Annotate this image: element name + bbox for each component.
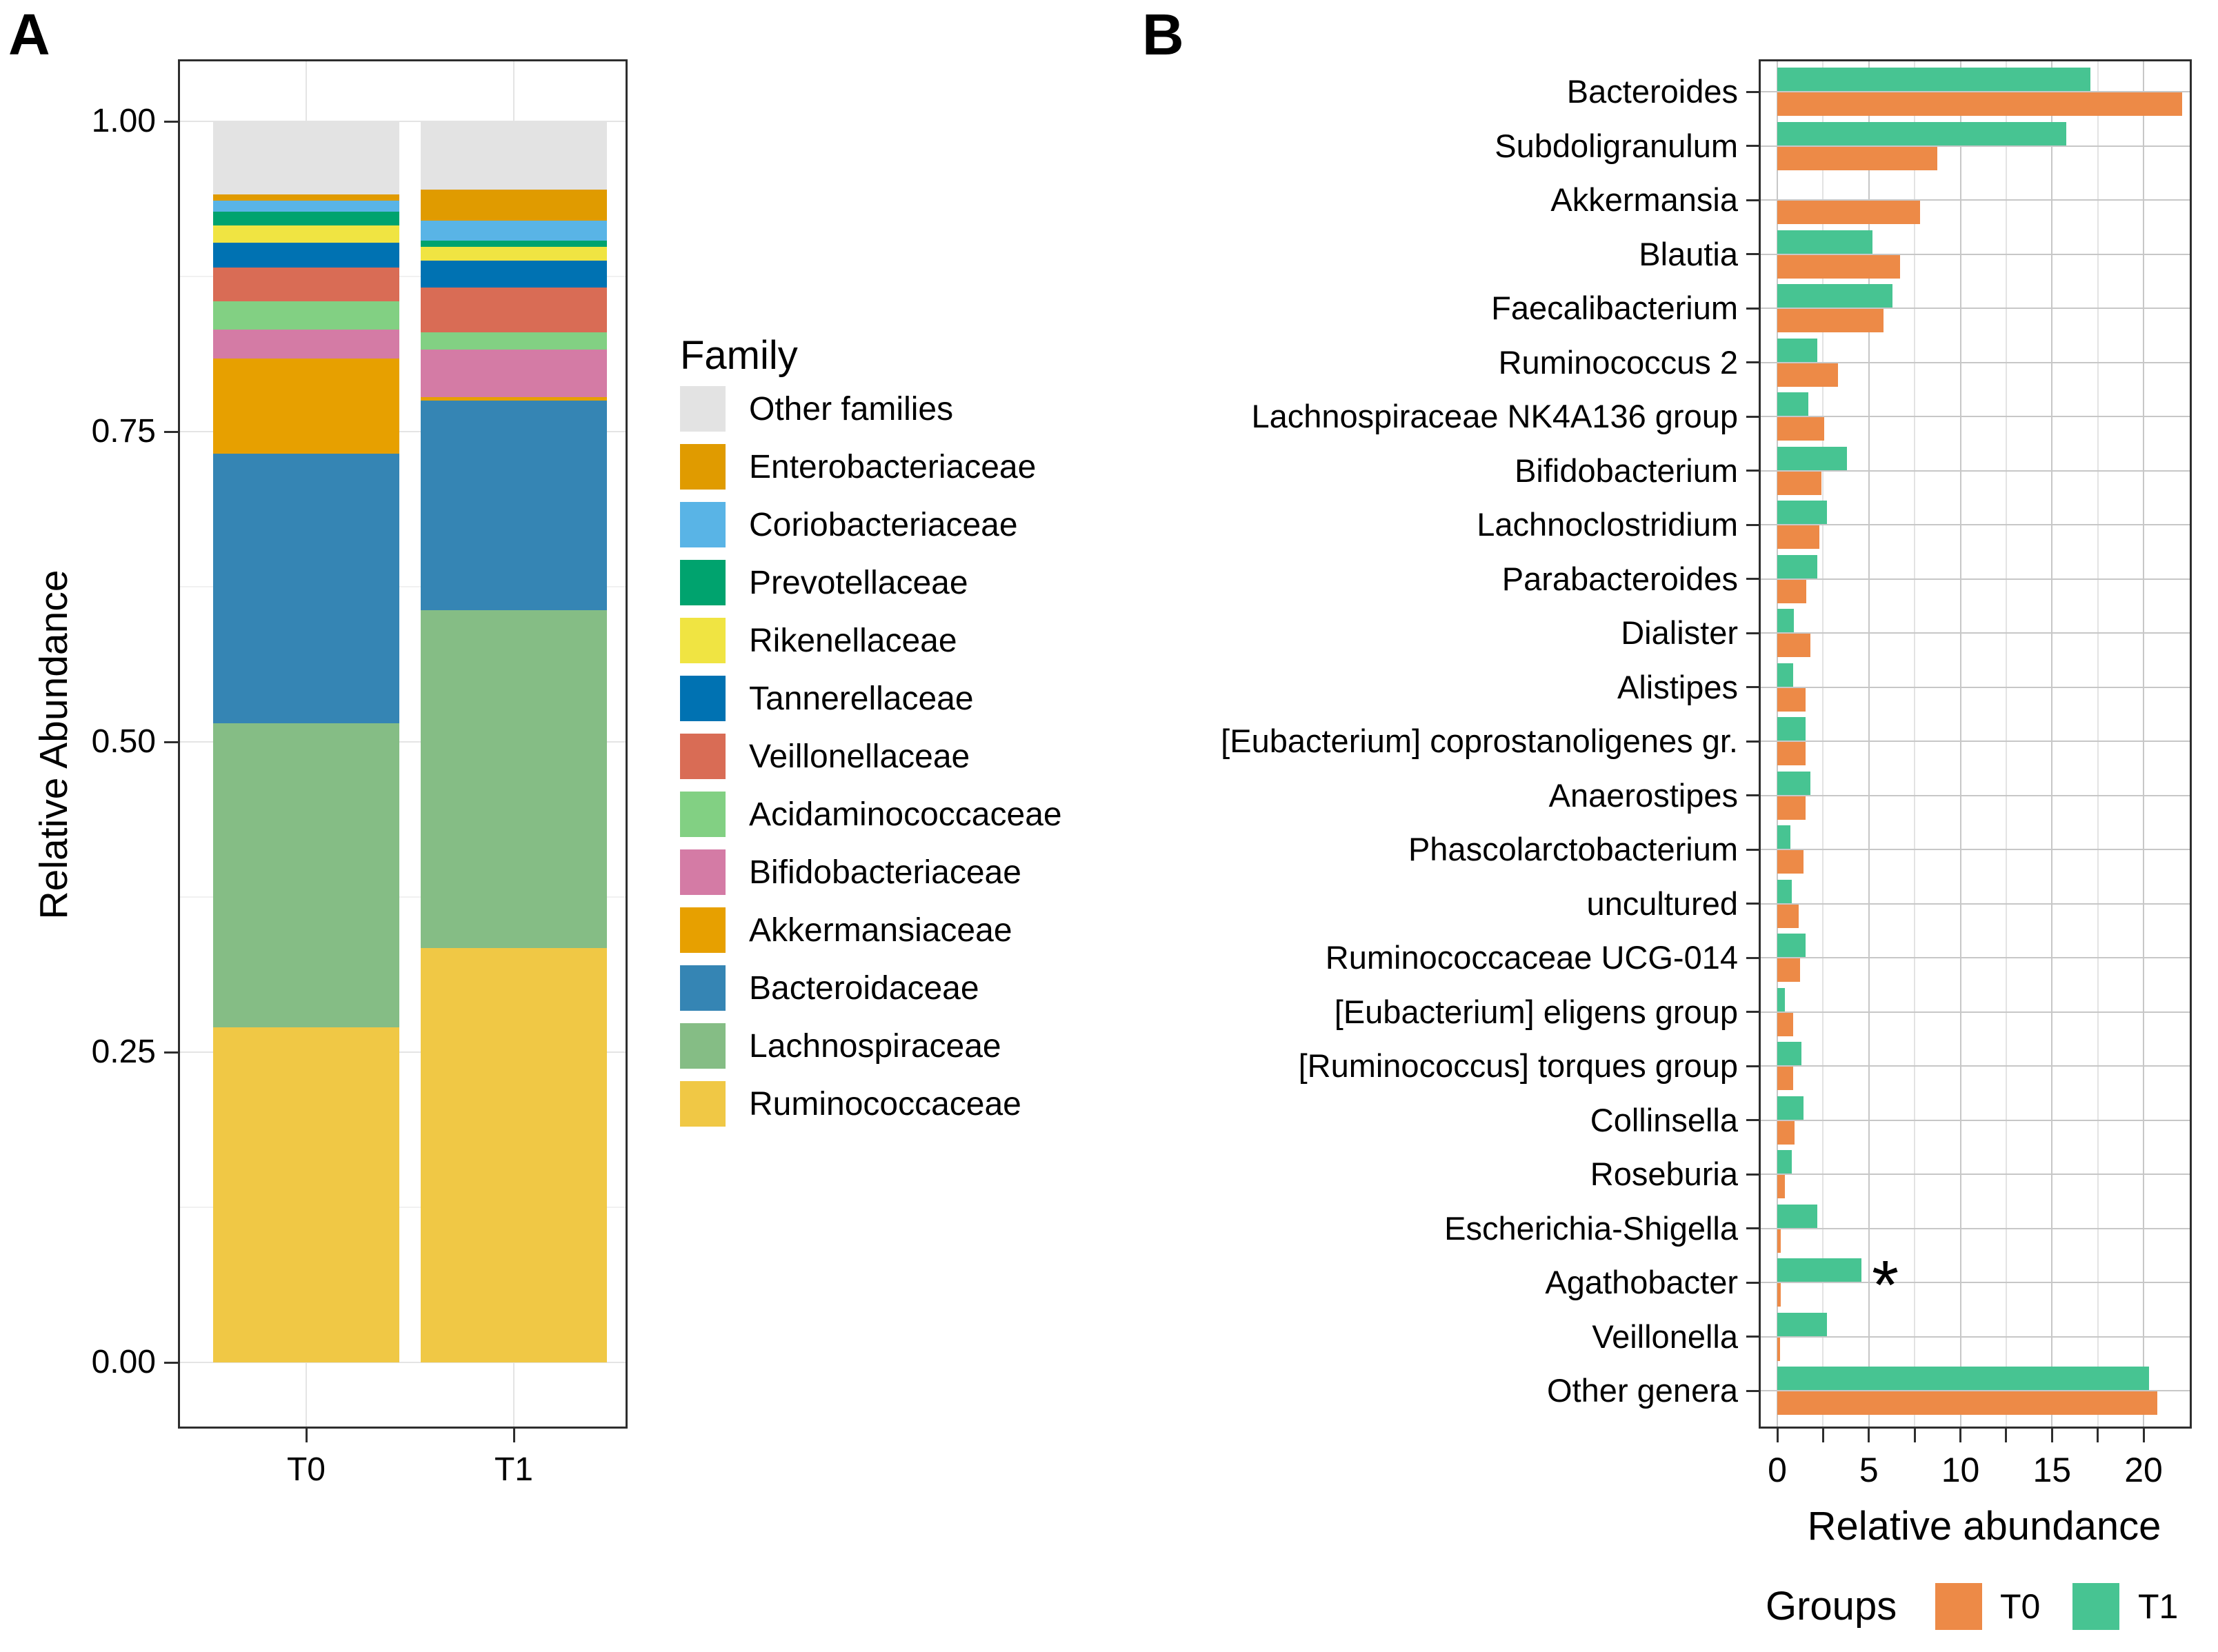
groups-legend-title: Groups xyxy=(1766,1584,1897,1629)
gridline-category-alistipes xyxy=(1761,687,2190,688)
family-label-lachnospiraceae: Lachnospiraceae xyxy=(749,1027,1001,1065)
bar-anaerostipes-t0 xyxy=(1777,796,1806,820)
bar-bifidobacterium-t1 xyxy=(1777,447,1847,470)
x-tick-mark-b-12.5 xyxy=(2005,1429,2007,1442)
bar-faecalibacterium-t1 xyxy=(1777,284,1892,308)
category-label-anaerostipes: Anaerostipes xyxy=(1548,776,1738,814)
gridline-category-dialister xyxy=(1761,632,2190,634)
category-label-eubacterium-coprostanoligenes-gr: [Eubacterium] coprostanoligenes gr. xyxy=(1221,723,1738,759)
category-tick-mark-phascolarctobacterium xyxy=(1746,849,1759,851)
gridline-major-x-15 xyxy=(2051,61,2052,1427)
category-label-faecalibacterium: Faecalibacterium xyxy=(1491,290,1738,326)
bar-bacteroides-t0 xyxy=(1777,92,2182,116)
x-tick-mark-b-15 xyxy=(2051,1429,2053,1442)
bar-segment-t1-prevotellaceae xyxy=(421,241,607,247)
bar-bifidobacterium-t0 xyxy=(1777,472,1821,495)
bar-ruminococcus-2-t0 xyxy=(1777,363,1838,387)
groups-label-t1: T1 xyxy=(2138,1587,2179,1626)
groups-swatch-t0 xyxy=(1935,1583,1982,1630)
bar-segment-t1-lachnospiraceae xyxy=(421,610,607,948)
bar-phascolarctobacterium-t0 xyxy=(1777,850,1804,874)
category-label-parabacteroides: Parabacteroides xyxy=(1501,560,1738,597)
gridline-category-parabacteroides xyxy=(1761,578,2190,580)
x-tick-mark-t1 xyxy=(513,1429,515,1442)
bar-segment-t1-akkermansiaceae xyxy=(421,397,607,401)
x-tick-label-b-10: 10 xyxy=(1941,1451,1980,1489)
bar-akkermansia-t0 xyxy=(1777,201,1920,224)
family-label-acidaminococcaceae: Acidaminococcaceae xyxy=(749,796,1062,833)
category-tick-mark-bacteroides xyxy=(1746,91,1759,93)
category-label-escherichia-shigella: Escherichia-Shigella xyxy=(1444,1209,1738,1247)
category-tick-mark-ruminococcaceae-ucg-014 xyxy=(1746,957,1759,959)
bar-agathobacter-t0 xyxy=(1777,1283,1781,1307)
family-label-veillonellaceae: Veillonellaceae xyxy=(749,738,970,775)
bar-segment-t1-other-families xyxy=(421,121,607,190)
gridline-category-escherichia-shigella xyxy=(1761,1228,2190,1229)
family-swatch-acidaminococcaceae xyxy=(680,792,726,837)
bar-alistipes-t0 xyxy=(1777,688,1806,712)
bar-segment-t1-bacteroidaceae xyxy=(421,401,607,610)
bar-collinsella-t1 xyxy=(1777,1096,1804,1120)
category-label-ruminococcus-2: Ruminococcus 2 xyxy=(1498,343,1738,381)
x-tick-label-t0: T0 xyxy=(286,1451,326,1488)
y-tick-label-0.50: 0.50 xyxy=(91,723,156,760)
bar-other-genera-t1 xyxy=(1777,1367,2149,1390)
family-swatch-rikenellaceae xyxy=(680,618,726,663)
family-label-prevotellaceae: Prevotellaceae xyxy=(749,564,968,601)
y-tick-mark-0.25 xyxy=(164,1051,178,1054)
category-tick-mark-uncultured xyxy=(1746,903,1759,905)
category-label-bifidobacterium: Bifidobacterium xyxy=(1515,452,1738,489)
bar-phascolarctobacterium-t1 xyxy=(1777,825,1790,849)
bar-dialister-t1 xyxy=(1777,609,1794,632)
panel-a-y-axis-title: Relative Abundance xyxy=(32,570,76,920)
family-swatch-ruminococcaceae xyxy=(680,1081,726,1127)
bar-roseburia-t1 xyxy=(1777,1150,1792,1173)
bar-segment-t0-ruminococcaceae xyxy=(213,1027,399,1362)
bar-eubacterium-coprostanoligenes-gr-t0 xyxy=(1777,742,1806,765)
bar-ruminococcaceae-ucg-014-t0 xyxy=(1777,958,1800,982)
gridline-category-lachnospiraceae-nk4a136-group xyxy=(1761,416,2190,417)
gridline-category-eubacterium-coprostanoligenes-gr xyxy=(1761,741,2190,742)
x-tick-label-t1: T1 xyxy=(494,1451,533,1488)
bar-alistipes-t1 xyxy=(1777,663,1793,687)
category-tick-mark-parabacteroides xyxy=(1746,578,1759,580)
x-tick-label-b-20: 20 xyxy=(2124,1451,2163,1489)
x-tick-mark-b-17.5 xyxy=(2097,1429,2099,1442)
gridline-category-collinsella xyxy=(1761,1120,2190,1121)
bar-parabacteroides-t0 xyxy=(1777,580,1806,603)
bar-segment-t0-coriobacteriaceae xyxy=(213,201,399,212)
category-tick-mark-blautia xyxy=(1746,253,1759,255)
bar-segment-t0-bacteroidaceae xyxy=(213,454,399,723)
bar-eubacterium-coprostanoligenes-gr-t1 xyxy=(1777,717,1806,741)
gridline-category-anaerostipes xyxy=(1761,795,2190,796)
category-label-veillonella: Veillonella xyxy=(1592,1318,1738,1355)
category-tick-mark-alistipes xyxy=(1746,686,1759,688)
family-swatch-enterobacteriaceae xyxy=(680,444,726,490)
category-tick-mark-lachnospiraceae-nk4a136-group xyxy=(1746,416,1759,418)
gridline-category-lachnoclostridium xyxy=(1761,524,2190,525)
y-tick-label-1.00: 1.00 xyxy=(91,103,156,139)
groups-label-t0: T0 xyxy=(2000,1587,2041,1626)
bar-segment-t1-acidaminococcaceae xyxy=(421,332,607,350)
gridline-category-ruminococcus-torques-group xyxy=(1761,1065,2190,1067)
bar-ruminococcus-2-t1 xyxy=(1777,339,1817,362)
y-tick-label-0.25: 0.25 xyxy=(91,1034,156,1070)
bar-agathobacter-t1 xyxy=(1777,1258,1861,1282)
bar-collinsella-t0 xyxy=(1777,1121,1795,1145)
category-label-alistipes: Alistipes xyxy=(1617,668,1738,705)
gridline-category-roseburia xyxy=(1761,1173,2190,1175)
category-tick-mark-ruminococcus-torques-group xyxy=(1746,1065,1759,1067)
bar-segment-t0-acidaminococcaceae xyxy=(213,301,399,330)
category-label-blautia: Blautia xyxy=(1639,235,1738,272)
bar-anaerostipes-t1 xyxy=(1777,772,1810,795)
panel-a-label: A xyxy=(8,2,50,67)
family-label-rikenellaceae: Rikenellaceae xyxy=(749,622,957,659)
gridline-category-veillonella xyxy=(1761,1336,2190,1338)
bar-uncultured-t0 xyxy=(1777,905,1799,928)
bar-faecalibacterium-t0 xyxy=(1777,309,1884,332)
category-tick-mark-ruminococcus-2 xyxy=(1746,361,1759,363)
bar-segment-t1-tannerellaceae xyxy=(421,261,607,288)
family-swatch-other-families xyxy=(680,386,726,432)
category-label-akkermansia: Akkermansia xyxy=(1550,181,1738,218)
bar-segment-t0-tannerellaceae xyxy=(213,243,399,268)
gridline-minor-x-7.5 xyxy=(1914,61,1915,1427)
bar-segment-t0-rikenellaceae xyxy=(213,225,399,243)
category-label-lachnoclostridium: Lachnoclostridium xyxy=(1477,506,1738,543)
x-tick-mark-t0 xyxy=(306,1429,308,1442)
category-label-bacteroides: Bacteroides xyxy=(1566,73,1738,110)
bar-segment-t1-rikenellaceae xyxy=(421,247,607,261)
bar-segment-t0-lachnospiraceae xyxy=(213,723,399,1027)
family-swatch-tannerellaceae xyxy=(680,676,726,721)
bar-ruminococcus-torques-group-t0 xyxy=(1777,1067,1793,1090)
bar-lachnospiraceae-nk4a136-group-t0 xyxy=(1777,417,1824,441)
bar-escherichia-shigella-t0 xyxy=(1777,1229,1781,1253)
category-label-other-genera: Other genera xyxy=(1547,1372,1738,1409)
gridline-category-uncultured xyxy=(1761,903,2190,905)
bar-segment-t1-veillonellaceae xyxy=(421,288,607,332)
category-label-dialister: Dialister xyxy=(1621,614,1738,651)
category-label-uncultured: uncultured xyxy=(1586,885,1738,922)
bar-segment-t0-akkermansiaceae xyxy=(213,359,399,454)
category-tick-mark-eubacterium-eligens-group xyxy=(1746,1011,1759,1013)
bar-veillonella-t1 xyxy=(1777,1313,1827,1336)
y-tick-mark-1.00 xyxy=(164,121,178,123)
family-swatch-coriobacteriaceae xyxy=(680,502,726,547)
annotation-agathobacter: * xyxy=(1872,1247,1899,1324)
bar-segment-t0-bifidobacteriaceae xyxy=(213,330,399,358)
bar-other-genera-t0 xyxy=(1777,1391,2157,1415)
category-tick-mark-collinsella xyxy=(1746,1119,1759,1121)
x-tick-mark-b-20 xyxy=(2143,1429,2145,1442)
x-tick-mark-b-10 xyxy=(1959,1429,1961,1442)
bar-segment-t0-prevotellaceae xyxy=(213,212,399,225)
bar-segment-t1-ruminococcaceae xyxy=(421,948,607,1362)
y-tick-mark-0.00 xyxy=(164,1362,178,1364)
family-legend-title: Family xyxy=(680,333,798,378)
x-tick-mark-b-2.5 xyxy=(1822,1429,1824,1442)
category-tick-mark-other-genera xyxy=(1746,1390,1759,1392)
bar-eubacterium-eligens-group-t0 xyxy=(1777,1013,1793,1036)
category-label-subdoligranulum: Subdoligranulum xyxy=(1495,127,1738,164)
category-label-ruminococcaceae-ucg-014: Ruminococcaceae UCG-014 xyxy=(1325,939,1738,976)
category-label-lachnospiraceae-nk4a136-group: Lachnospiraceae NK4A136 group xyxy=(1251,398,1738,434)
category-tick-mark-agathobacter xyxy=(1746,1282,1759,1284)
panel-b-x-axis-title: Relative abundance xyxy=(1807,1504,2161,1549)
family-swatch-veillonellaceae xyxy=(680,734,726,779)
family-label-ruminococcaceae: Ruminococcaceae xyxy=(749,1085,1021,1122)
category-label-roseburia: Roseburia xyxy=(1590,1156,1738,1192)
x-tick-label-b-5: 5 xyxy=(1859,1451,1879,1489)
category-tick-mark-faecalibacterium xyxy=(1746,308,1759,310)
family-swatch-lachnospiraceae xyxy=(680,1023,726,1069)
panel-b-plot-area xyxy=(1759,59,2192,1429)
bar-veillonella-t0 xyxy=(1777,1338,1780,1361)
x-tick-mark-b-5 xyxy=(1868,1429,1870,1442)
y-tick-label-0.00: 0.00 xyxy=(91,1344,156,1380)
category-tick-mark-lachnoclostridium xyxy=(1746,524,1759,526)
category-tick-mark-eubacterium-coprostanoligenes-gr xyxy=(1746,741,1759,743)
x-tick-mark-b-0 xyxy=(1777,1429,1779,1442)
bar-ruminococcaceae-ucg-014-t1 xyxy=(1777,934,1806,957)
family-label-other-families: Other families xyxy=(749,390,954,427)
gridline-category-bifidobacterium xyxy=(1761,470,2190,472)
family-label-coriobacteriaceae: Coriobacteriaceae xyxy=(749,506,1018,543)
category-tick-mark-anaerostipes xyxy=(1746,794,1759,796)
gridline-category-agathobacter xyxy=(1761,1282,2190,1283)
bar-segment-t1-bifidobacteriaceae xyxy=(421,350,607,396)
bar-uncultured-t1 xyxy=(1777,880,1792,903)
category-tick-mark-escherichia-shigella xyxy=(1746,1227,1759,1229)
category-label-eubacterium-eligens-group: [Eubacterium] eligens group xyxy=(1334,993,1738,1030)
y-tick-label-0.75: 0.75 xyxy=(91,413,156,450)
x-tick-mark-b-7.5 xyxy=(1914,1429,1916,1442)
bar-parabacteroides-t1 xyxy=(1777,555,1817,578)
bar-segment-t0-enterobacteriaceae xyxy=(213,194,399,201)
bar-ruminococcus-torques-group-t1 xyxy=(1777,1042,1801,1065)
category-label-collinsella: Collinsella xyxy=(1590,1101,1738,1138)
family-swatch-prevotellaceae xyxy=(680,560,726,605)
family-label-akkermansiaceae: Akkermansiaceae xyxy=(749,911,1012,949)
category-label-ruminococcus-torques-group: [Ruminococcus] torques group xyxy=(1298,1047,1738,1084)
gridline-minor-x-12.5 xyxy=(2006,61,2007,1427)
category-tick-mark-bifidobacterium xyxy=(1746,470,1759,472)
gridline-category-phascolarctobacterium xyxy=(1761,849,2190,850)
category-tick-mark-roseburia xyxy=(1746,1173,1759,1176)
bar-blautia-t1 xyxy=(1777,230,1872,254)
panel-a-plot-area xyxy=(178,59,628,1429)
family-label-bifidobacteriaceae: Bifidobacteriaceae xyxy=(749,854,1021,891)
bar-lachnoclostridium-t0 xyxy=(1777,525,1819,549)
family-label-bacteroidaceae: Bacteroidaceae xyxy=(749,969,979,1007)
family-label-tannerellaceae: Tannerellaceae xyxy=(749,680,974,717)
category-tick-mark-akkermansia xyxy=(1746,199,1759,201)
gridline-category-ruminococcaceae-ucg-014 xyxy=(1761,957,2190,958)
category-tick-mark-veillonella xyxy=(1746,1336,1759,1338)
bar-lachnospiraceae-nk4a136-group-t1 xyxy=(1777,392,1808,416)
family-swatch-akkermansiaceae xyxy=(680,907,726,953)
category-label-phascolarctobacterium: Phascolarctobacterium xyxy=(1408,831,1738,867)
bar-roseburia-t0 xyxy=(1777,1175,1785,1198)
family-label-enterobacteriaceae: Enterobacteriaceae xyxy=(749,448,1037,485)
category-tick-mark-subdoligranulum xyxy=(1746,145,1759,147)
family-swatch-bifidobacteriaceae xyxy=(680,849,726,895)
bar-subdoligranulum-t0 xyxy=(1777,147,1937,170)
y-tick-mark-0.50 xyxy=(164,741,178,743)
bar-segment-t0-other-families xyxy=(213,121,399,194)
y-tick-mark-0.75 xyxy=(164,431,178,433)
bar-blautia-t0 xyxy=(1777,255,1900,279)
bar-subdoligranulum-t1 xyxy=(1777,122,2066,145)
bar-lachnoclostridium-t1 xyxy=(1777,501,1827,524)
panel-b-label: B xyxy=(1142,2,1184,67)
gridline-category-eubacterium-eligens-group xyxy=(1761,1011,2190,1013)
x-tick-label-b-15: 15 xyxy=(2032,1451,2072,1489)
bar-segment-t1-enterobacteriaceae xyxy=(421,190,607,221)
bar-eubacterium-eligens-group-t1 xyxy=(1777,988,1785,1011)
bar-segment-t0-veillonellaceae xyxy=(213,268,399,301)
groups-swatch-t1 xyxy=(2072,1583,2119,1630)
gridline-major-x-10 xyxy=(1960,61,1961,1427)
gridline-minor-x-17.5 xyxy=(2097,61,2099,1427)
family-swatch-bacteroidaceae xyxy=(680,965,726,1011)
category-label-agathobacter: Agathobacter xyxy=(1545,1264,1738,1300)
bar-escherichia-shigella-t1 xyxy=(1777,1205,1817,1228)
x-tick-label-b-0: 0 xyxy=(1768,1451,1787,1489)
gridline-major-x-20 xyxy=(2143,61,2144,1427)
bar-dialister-t0 xyxy=(1777,634,1810,657)
category-tick-mark-dialister xyxy=(1746,632,1759,634)
bar-bacteroides-t1 xyxy=(1777,68,2090,91)
bar-segment-t1-coriobacteriaceae xyxy=(421,221,607,241)
